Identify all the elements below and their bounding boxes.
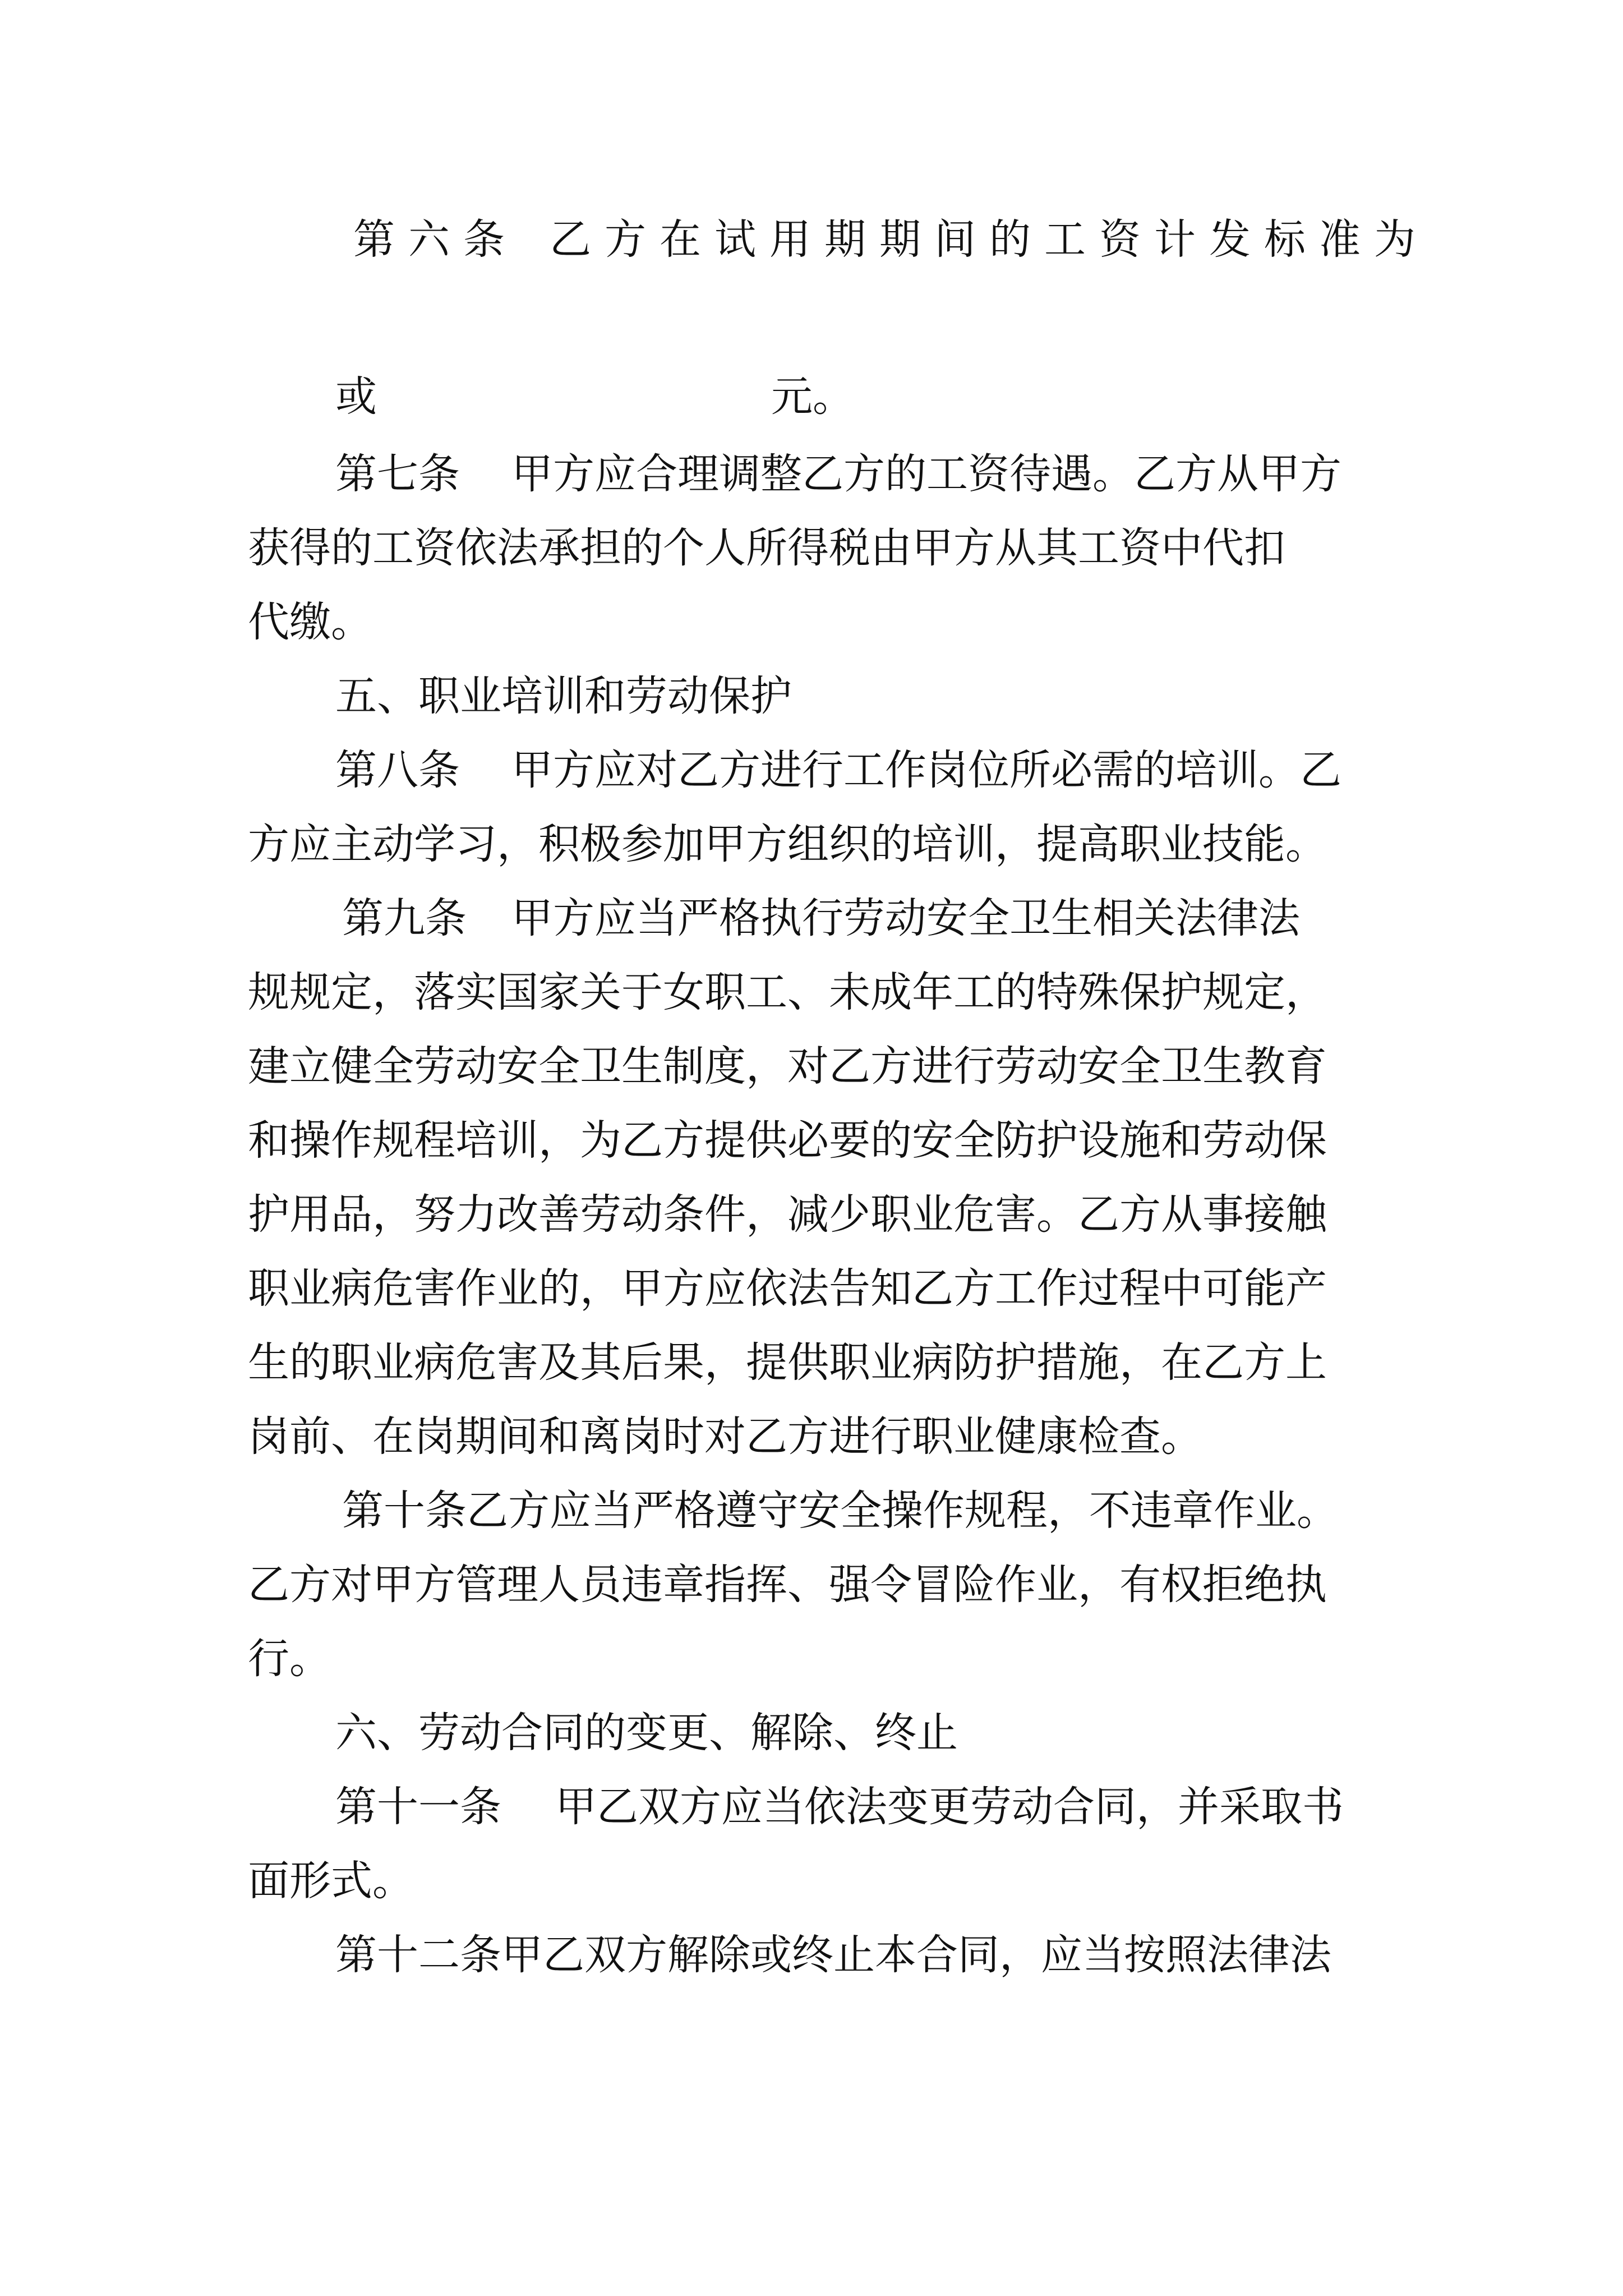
clause-10-text-2: 乙方对甲方管理人员违章指挥、强令冒险作业，有权拒绝执 (248, 1561, 1327, 1609)
clause-9-number: 第九条 (342, 894, 467, 942)
clause-9-text-3: 建立健全劳动安全卫生制度，对乙方进行劳动安全卫生教育 (248, 1042, 1327, 1091)
clause-10-text: 第十条乙方应当严格遵守安全操作规程，不违章作业。 (342, 1487, 1338, 1535)
clause-6-or: 或 (335, 372, 377, 421)
clause-8-number: 第八条 (335, 746, 460, 794)
section-5-title: 五、职业培训和劳动保护 (335, 672, 792, 720)
clause-7-text-2: 获得的工资依法承担的个人所得税由甲方从其工资中代扣 (248, 524, 1285, 572)
clause-9-text-8: 岗前、在岗期间和离岗时对乙方进行职业健康检查。 (248, 1412, 1202, 1461)
clause-11-number: 第十一条 (335, 1783, 501, 1831)
clause-7-text: 甲方应合理调整乙方的工资待遇。乙方从甲方 (511, 450, 1341, 498)
clause-8-text-2: 方应主动学习，积极参加甲方组织的培训，提高职业技能。 (248, 820, 1327, 868)
clause-9-text-5: 护用品，努力改善劳动条件，减少职业危害。乙方从事接触 (248, 1190, 1327, 1239)
clause-9-text-6: 职业病危害作业的，甲方应依法告知乙方工作过程中可能产 (248, 1264, 1327, 1313)
clause-7-text-3: 代缴。 (248, 598, 372, 646)
clause-11-text: 甲乙双方应当依法变更劳动合同，并采取书 (555, 1783, 1344, 1831)
clause-9-text-2: 规规定，落实国家关于女职工、未成年工的特殊保护规定， (248, 968, 1327, 1016)
clause-6-text: 乙方在试用期期间的工资计发标准为 (550, 215, 1429, 264)
clause-6-yuan: 元。 (771, 372, 854, 421)
clause-12-text: 第十二条甲乙双方解除或终止本合同，应当按照法律法 (335, 1931, 1331, 1979)
clause-11-text-2: 面形式。 (248, 1857, 414, 1905)
section-6-title: 六、劳动合同的变更、解除、终止 (335, 1709, 958, 1757)
clause-9-text-4: 和操作规程培训，为乙方提供必要的安全防护设施和劳动保 (248, 1116, 1327, 1165)
clause-7-number: 第七条 (335, 450, 460, 498)
clause-9-text-7: 生的职业病危害及其后果，提供职业病防护措施，在乙方上 (248, 1338, 1327, 1387)
clause-10-text-3: 行。 (248, 1635, 331, 1683)
clause-6-number: 第六条 (353, 215, 518, 264)
clause-9-text: 甲方应当严格执行劳动安全卫生相关法律法 (511, 894, 1300, 942)
clause-8-text: 甲方应对乙方进行工作岗位所必需的培训。乙 (511, 746, 1341, 794)
